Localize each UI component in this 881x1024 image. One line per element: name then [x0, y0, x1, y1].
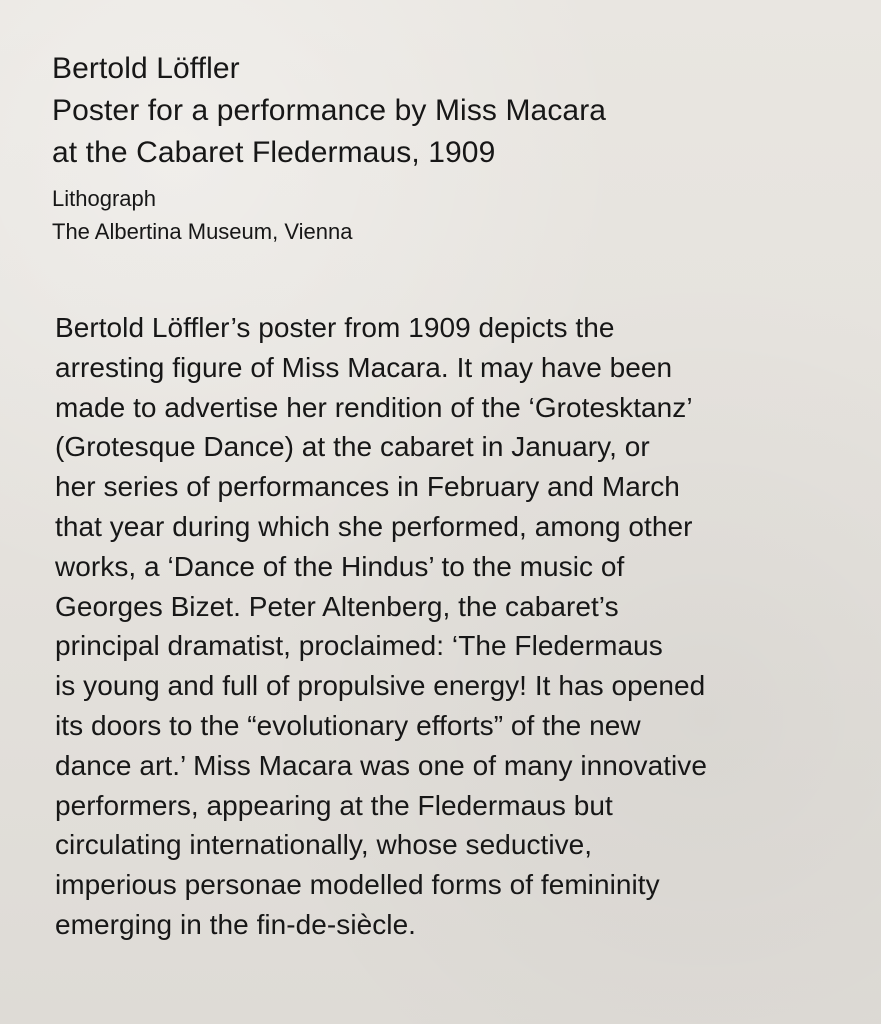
description-line: its doors to the “evolutionary efforts” of the new: [55, 709, 641, 741]
description-line: works, a ‘Dance of the Hindus’ to the music of: [55, 550, 625, 582]
description-line: that year during which she performed, among other: [55, 510, 693, 542]
description-line: emerging in the fin-de-siècle.: [55, 908, 417, 940]
artwork-meta: [52, 182, 852, 248]
artwork-collection: The Albertina Museum, Vienna: [52, 219, 353, 244]
description-line: is young and full of propulsive energy! It has opened: [55, 670, 706, 702]
description-line: Georges Bizet. Peter Altenberg, the cabaret’s: [55, 590, 619, 622]
description-line: arresting figure of Miss Macara. It may have been: [55, 351, 673, 383]
artwork-title-line-2: at the Cabaret Fledermaus, 1909: [52, 136, 496, 169]
description-line: her series of performances in February and March: [55, 471, 680, 503]
description-line: (Grotesque Dance) at the cabaret in January, or: [55, 431, 650, 463]
description-line: dance art.’ Miss Macara was one of many innovative: [55, 749, 707, 781]
description-line: circulating internationally, whose seductive,: [55, 829, 593, 861]
artist-name: Bertold Löffler: [52, 52, 240, 85]
description-line: imperious personae modelled forms of femininity: [55, 869, 660, 901]
artwork-title-line-1: Poster for a performance by Miss Macara: [52, 94, 607, 127]
artwork-medium: Lithograph: [52, 186, 156, 211]
description-line: Bertold Löffler’s poster from 1909 depicts the: [55, 312, 615, 343]
description-line: principal dramatist, proclaimed: ‘The Fledermaus: [55, 630, 663, 662]
artwork-caption: [52, 48, 852, 248]
description-line: made to advertise her rendition of the ‘Grotesktanz’: [55, 391, 693, 423]
description-line: performers, appearing at the Fledermaus but: [55, 789, 613, 821]
description-text: [55, 308, 845, 945]
